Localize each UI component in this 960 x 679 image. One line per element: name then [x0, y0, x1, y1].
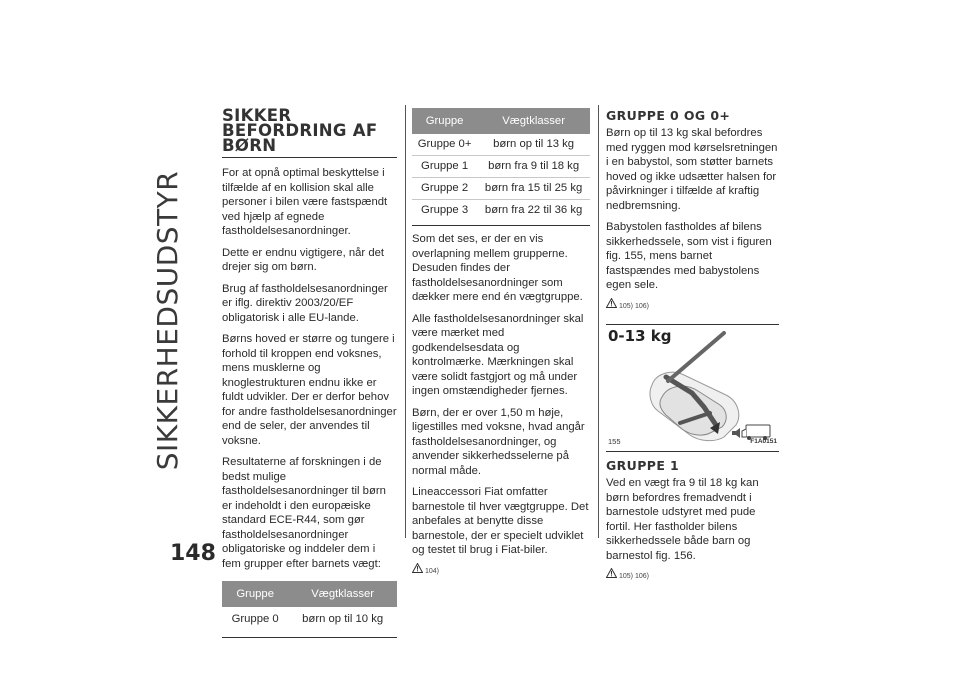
table-cell-weight: børn fra 15 til 25 kg	[477, 178, 590, 200]
table-end-rule	[222, 637, 397, 638]
table-row	[412, 178, 590, 200]
paragraph: Som det ses, er der en vis overlapning mellem grupperne. Desuden findes der fastholdelsesanordninger som dækker mere end én vægtgruppe.	[412, 233, 583, 303]
table-cell-group: Gruppe 3	[412, 200, 477, 222]
table-header-group: Gruppe	[412, 108, 477, 134]
warning-reference	[606, 570, 779, 585]
weight-group-table-part-1	[222, 581, 397, 631]
weight-group-table-part-2	[412, 108, 590, 221]
paragraph: Børn op til 13 kg skal befordres med ryggen mod kørselsretningen i en babystol, som støtter barnets hoved og ikke udsætter halsen for påvirkninger i tilfælde af kraftig nedbremsning.	[606, 127, 778, 212]
table-cell-group: Gruppe 0+	[417, 138, 472, 150]
column-divider-2	[598, 105, 599, 538]
column-2	[412, 108, 590, 589]
column-divider-1	[405, 105, 406, 538]
page-number: 148	[170, 541, 216, 566]
chapter-side-tab	[142, 105, 194, 535]
warning-reference	[412, 565, 590, 580]
heading-group-0: GRUPPE 0 OG 0+	[606, 108, 731, 123]
table-header-group: Gruppe	[222, 581, 288, 607]
warning-ref-text: 104)	[425, 567, 440, 575]
table-cell-weight: børn fra 9 til 18 kg	[477, 156, 590, 178]
table-cell-group: Gruppe 1	[412, 156, 477, 178]
paragraph: Børn, der er over 1,50 m høje, ligestilles med voksne, hvad angår fastholdelsesanordninger, og anvender sikkerhedsselerne på normal måde.	[412, 406, 585, 477]
table-cell-weight: børn op til 13 kg	[493, 138, 575, 150]
paragraph: Lineaccessori Fiat omfatter barnestole til hver vægtgruppe. Det anbefales at benytte disse barnestole, der er specielt udviklet og testet til brug i Fiat-biler.	[412, 486, 589, 556]
paragraph: Alle fastholdelsesanordninger skal være mærket med godkendelsesdata og kontrolmærke. Mærkningen skal være solidt fastgjort og må under ingen omstændigheder fjernes.	[412, 312, 584, 397]
warning-triangle-icon	[606, 568, 617, 578]
paragraph: Brug af fastholdelsesanordninger er iflg. direktiv 2003/20/EF obligatorisk i alle EU-lande.	[222, 282, 388, 324]
table-row	[412, 156, 590, 178]
paragraph: Resultaterne af forskningen i de bedst mulige fastholdelsesanordninger til børn er indeholdt i den europæiske standard ECE-R44, som gør fastholdelsesanordninger obligatoriske og inddeler dem i fem grupper efter barnets vægt:	[222, 456, 386, 570]
warning-ref-text: 105) 106)	[619, 573, 649, 580]
table-cell-group: Gruppe 0	[231, 612, 279, 625]
figure-weight-label: 0-13 kg	[608, 327, 672, 345]
figure-155	[606, 324, 779, 452]
figure-number: 155	[608, 436, 621, 446]
paragraph: Dette er endnu vigtigere, når det drejer sig om børn.	[222, 246, 385, 273]
paragraph: Børns hoved er større og tungere i forhold til kroppen end voksnes, mens musklerne og knoglestrukturen endnu ikke er fuldt udvikler. Der er derfor behov for andre fastholdelsesanordninger end de seler, der anvendes til voksne.	[222, 333, 397, 447]
warning-triangle-icon	[412, 563, 423, 573]
chapter-title: SIKKERHEDSUDSTYR	[151, 170, 185, 470]
paragraph: For at opnå optimal beskyttelse i tilfælde af en kollision skal alle personer i bilen være fastspændt ved hjælp af egnede fastholdelsesanordninger.	[222, 167, 388, 237]
column-1	[222, 108, 397, 638]
warning-reference	[606, 300, 779, 315]
column-3	[606, 108, 779, 595]
table-header-weight: Vægtklasser	[477, 108, 590, 134]
warning-ref-text: 105) 106)	[619, 302, 649, 310]
table-end-rule	[412, 225, 590, 226]
baby-seat-illustration	[606, 325, 779, 451]
table-row	[412, 134, 590, 156]
table-cell-weight: børn op til 10 kg	[302, 612, 384, 625]
warning-triangle-icon	[606, 298, 617, 308]
table-header-weight: Vægtklasser	[288, 581, 397, 607]
table-row	[222, 607, 397, 631]
paragraph: Babystolen fastholdes af bilens sikkerhedssele, som vist i figuren fig. 155, mens barnet fastspændes med babystolens egen sele.	[606, 221, 772, 291]
figure-code: F1A0151	[750, 437, 777, 445]
section-title: SIKKER BEFORDRING AF BØRN	[222, 106, 378, 155]
paragraph: Ved en vægt fra 9 til 18 kg kan børn befordres fremadvendt i barnestole udstyret med pude fortil. Her fastholder bilens sikkerhedssele både barn og barnestol fig. 156.	[606, 477, 759, 562]
title-rule	[222, 157, 397, 158]
table-cell-weight: børn fra 22 til 36 kg	[477, 200, 590, 222]
table-cell-group: Gruppe 2	[412, 178, 477, 200]
table-row	[412, 200, 590, 222]
heading-group-1: GRUPPE 1	[606, 458, 680, 473]
